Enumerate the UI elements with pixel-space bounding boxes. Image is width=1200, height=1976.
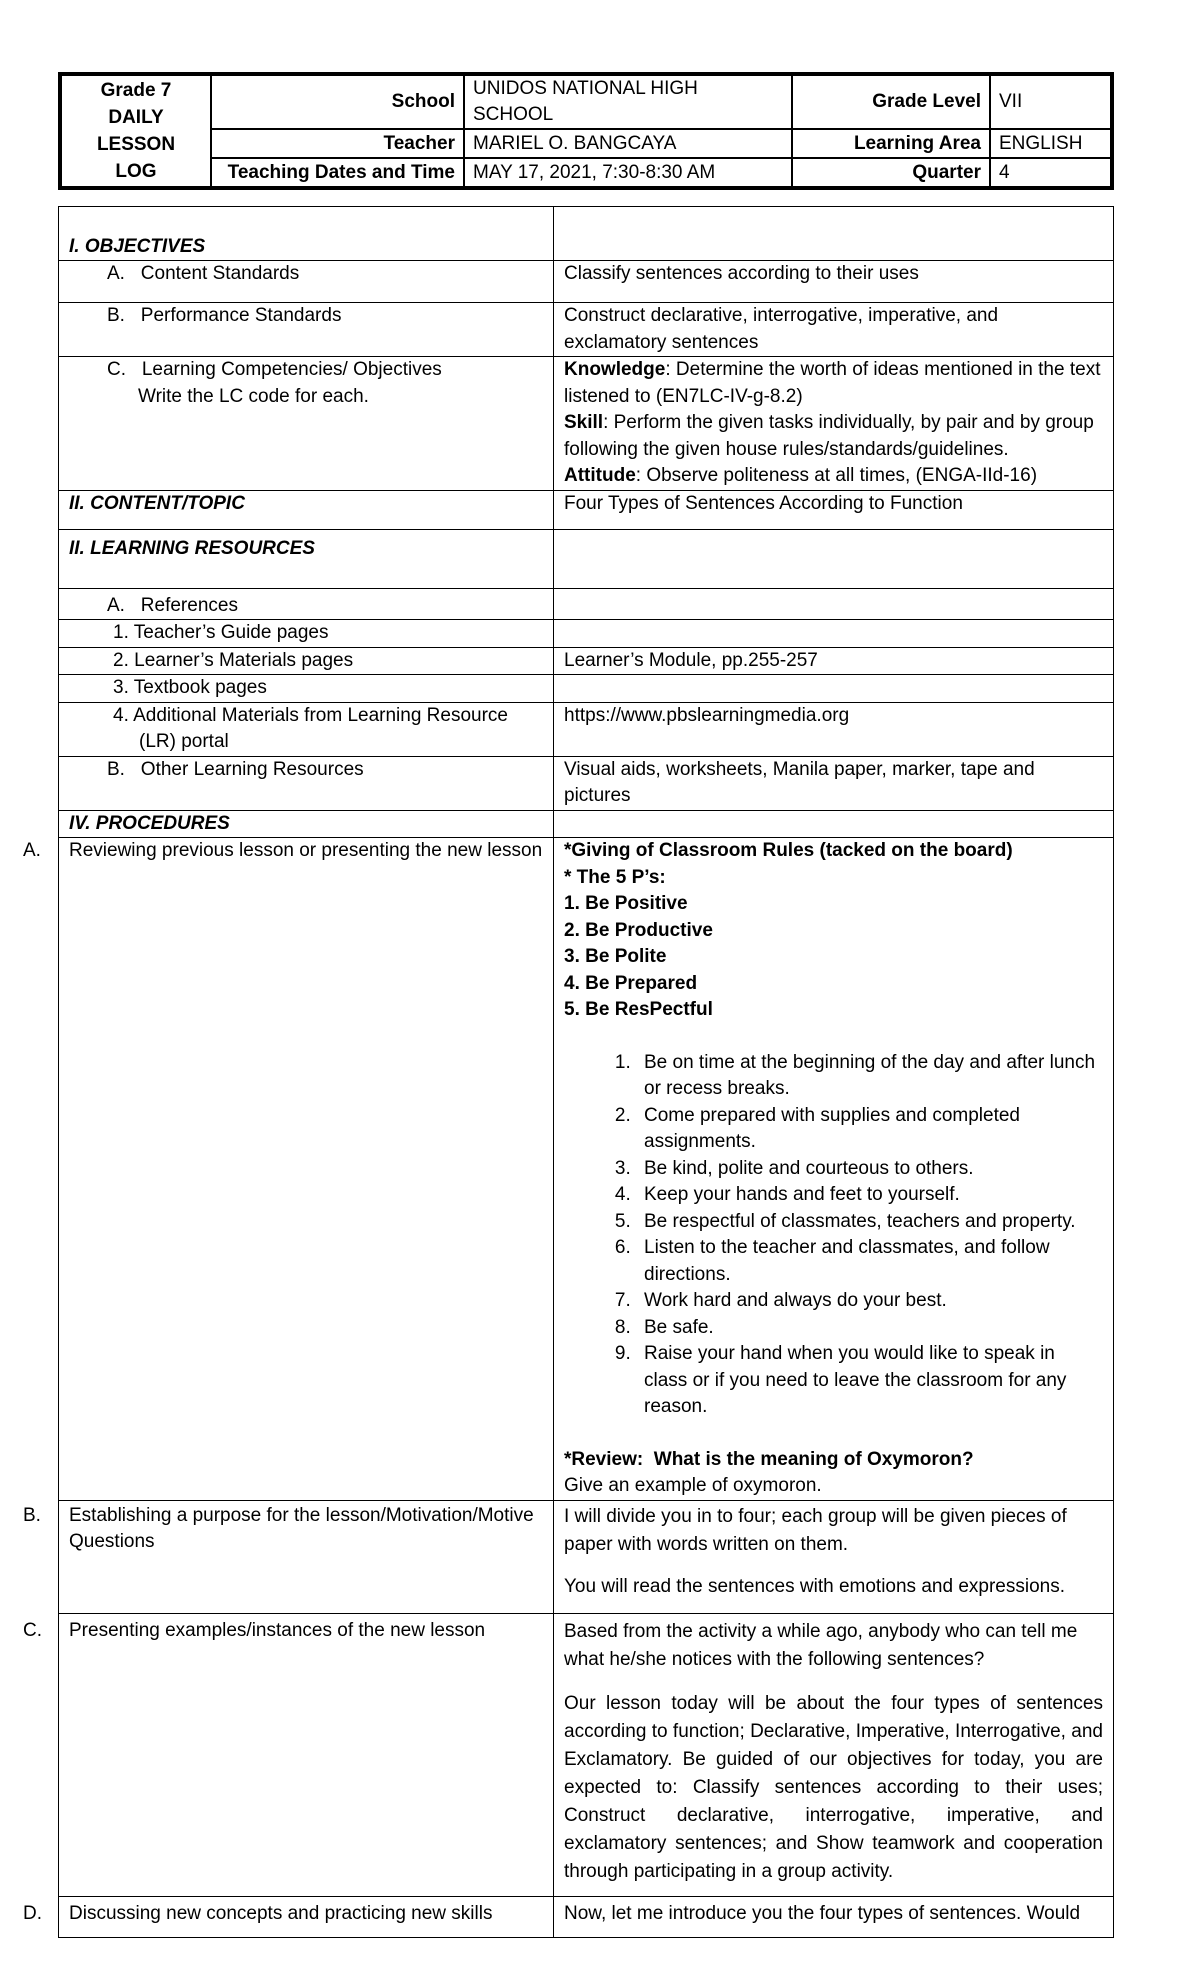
- competencies-value: [554, 357, 1114, 491]
- list-item: 9. Raise your hand when you would like to speak in class or if you need to leave the classroom for any reason.: [636, 1341, 1103, 1421]
- header-table: [58, 72, 1114, 190]
- teacher-label: Teacher: [211, 129, 464, 158]
- procedure-b-content: [554, 1500, 1114, 1613]
- procedures-heading: IV. PROCEDURES: [69, 812, 230, 834]
- five-p-item: 5. Be ResPectful: [564, 999, 713, 1020]
- list-item: 6. Listen to the teacher and classmates, and follow directions.: [636, 1235, 1103, 1288]
- references-label: A. References: [107, 594, 238, 616]
- table-row: [59, 1896, 1114, 1937]
- procedure-b-paragraph: You will read the sentences with emotions and expressions.: [564, 1575, 1065, 1597]
- table-row: [59, 756, 1114, 810]
- procedure-a-content: [554, 838, 1114, 1501]
- review-text: Give an example of oxymoron.: [564, 1475, 822, 1496]
- procedure-c-letter: C.: [23, 1619, 42, 1641]
- table-row: [59, 490, 1114, 529]
- dates-label: Teaching Dates and Time: [211, 158, 464, 188]
- learners-materials-value: Learner’s Module, pp.255-257: [554, 647, 1114, 675]
- content-topic-heading: II. CONTENT/TOPIC: [69, 492, 245, 514]
- procedure-c-paragraph: Our lesson today will be about the four types of sentences according to function; Declarative, Imperative, Interrogative, and Exclamatory. Be guided of our objectives for today, you are expected to: Classify sentences according to their uses; Construct declarative, interrogative, imperative, and exclamatory sentences; and Show teamwork and cooperation through participating in a group activity.: [564, 1692, 1103, 1882]
- list-item: 4. Keep your hands and feet to yourself.: [636, 1182, 1103, 1209]
- table-row: [59, 810, 1114, 838]
- table-row: [59, 702, 1114, 756]
- list-item: 3. Be kind, polite and courteous to others.: [636, 1156, 1103, 1183]
- procedure-c-paragraph: Based from the activity a while ago, anybody who can tell me what he/she notices with the following sentences?: [564, 1620, 1078, 1670]
- list-item: 2. Come prepared with supplies and completed assignments.: [636, 1103, 1103, 1156]
- procedure-a-letter: A.: [23, 840, 41, 861]
- table-row: [59, 207, 1114, 261]
- dates-value: MAY 17, 2021, 7:30-8:30 AM: [464, 158, 792, 188]
- five-p-item: 2. Be Productive: [564, 919, 713, 941]
- rules-list: [564, 1050, 1103, 1421]
- table-row: [59, 620, 1114, 648]
- school-label: School: [211, 74, 464, 129]
- additional-materials-sublabel: (LR) portal: [139, 731, 229, 752]
- learning-area-value: ENGLISH: [990, 129, 1112, 158]
- content-standards-value: Classify sentences according to their uses: [554, 261, 1114, 303]
- skill-text: : Perform the given tasks individually, by pair and by group following the given house rules/standards/guidelines.: [564, 412, 1094, 460]
- table-row: [59, 303, 1114, 357]
- teacher-value: MARIEL O. BANGCAYA: [464, 129, 792, 158]
- school-value: UNIDOS NATIONAL HIGH SCHOOL: [464, 74, 792, 129]
- quarter-value: 4: [990, 158, 1112, 188]
- textbook-pages-label: 3. Textbook pages: [113, 677, 267, 698]
- additional-materials-label: 4. Additional Materials from Learning Resource: [113, 704, 508, 726]
- dll-title-line-2: DAILY LESSON: [96, 107, 176, 155]
- procedure-c-label: Presenting examples/instances of the new lesson: [69, 1619, 486, 1641]
- content-topic-value: Four Types of Sentences According to Function: [554, 490, 1114, 529]
- review-question: *Review: What is the meaning of Oxymoron?: [564, 1448, 974, 1470]
- dll-title-line-1: Grade 7: [100, 80, 172, 101]
- skill-label: Skill: [564, 412, 604, 433]
- list-item: 5. Be respectful of classmates, teachers and property.: [636, 1209, 1103, 1236]
- additional-materials-value[interactable]: https://www.pbslearningmedia.org: [554, 702, 1114, 756]
- five-ps-title: * The 5 P’s:: [564, 866, 666, 888]
- resources-heading: II. LEARNING RESOURCES: [69, 537, 315, 559]
- learners-materials-label: 2. Learner’s Materials pages: [113, 649, 354, 671]
- table-row: [59, 529, 1114, 588]
- objectives-heading: I. OBJECTIVES: [69, 235, 206, 257]
- empty-cell: [554, 207, 1114, 261]
- table-row: [59, 838, 1114, 1501]
- grade-level-label: Grade Level: [792, 74, 990, 129]
- procedure-b-letter: B.: [23, 1504, 41, 1526]
- list-item: 7. Work hard and always do your best.: [636, 1288, 1103, 1315]
- competencies-label: C. Learning Competencies/ Objectives: [107, 359, 442, 380]
- five-p-item: 4. Be Prepared: [564, 972, 698, 994]
- other-resources-value: Visual aids, worksheets, Manila paper, marker, tape and pictures: [554, 756, 1114, 810]
- teachers-guide-label: 1. Teacher’s Guide pages: [113, 622, 329, 643]
- list-item: 1. Be on time at the beginning of the day and after lunch or recess breaks.: [636, 1050, 1103, 1103]
- other-resources-label: B. Other Learning Resources: [107, 758, 364, 780]
- grade-level-value: VII: [990, 74, 1112, 129]
- procedure-d-content: Now, let me introduce you the four types of sentences. Would: [554, 1896, 1114, 1937]
- content-standards-label: A. Content Standards: [107, 263, 300, 284]
- table-row: [59, 647, 1114, 675]
- procedure-b-label: Establishing a purpose for the lesson/Motivation/Motive Questions: [69, 1504, 534, 1552]
- procedure-b-paragraph: I will divide you in to four; each group will be given pieces of paper with words written on them.: [564, 1505, 1067, 1555]
- list-item: 8. Be safe.: [636, 1315, 1103, 1342]
- attitude-label: Attitude: [564, 465, 636, 486]
- lesson-table: [23, 206, 1114, 1938]
- procedure-d-label: Discussing new concepts and practicing new skills: [69, 1902, 493, 1924]
- table-row: [59, 588, 1114, 620]
- performance-standards-label: B. Performance Standards: [107, 305, 342, 326]
- table-row: [59, 357, 1114, 491]
- dll-title-line-3: LOG: [115, 161, 157, 182]
- classroom-rules-title: *Giving of Classroom Rules (tacked on the board): [564, 840, 1013, 861]
- table-row: [59, 675, 1114, 703]
- procedure-d-letter: D.: [23, 1902, 42, 1924]
- five-p-item: 3. Be Polite: [564, 946, 667, 967]
- procedure-a-label: Reviewing previous lesson or presenting the new lesson: [69, 840, 543, 861]
- performance-standards-value: Construct declarative, interrogative, imperative, and exclamatory sentences: [554, 303, 1114, 357]
- table-row: [59, 1500, 1114, 1613]
- procedure-c-content: [554, 1613, 1114, 1896]
- knowledge-label: Knowledge: [564, 359, 666, 380]
- five-p-item: 1. Be Positive: [564, 893, 688, 914]
- dll-title: [60, 74, 211, 188]
- competencies-sublabel: Write the LC code for each.: [138, 385, 369, 407]
- table-row: [59, 261, 1114, 303]
- knowledge-text: : Determine the worth of ideas mentioned in the text listened to (EN7LC-IV-g-8.2): [564, 359, 1101, 407]
- objectives-heading-cell: [59, 207, 554, 261]
- learning-area-label: Learning Area: [792, 129, 990, 158]
- quarter-label: Quarter: [792, 158, 990, 188]
- attitude-text: : Observe politeness at all times, (ENGA-IId-16): [635, 465, 1038, 486]
- table-row: [59, 1613, 1114, 1896]
